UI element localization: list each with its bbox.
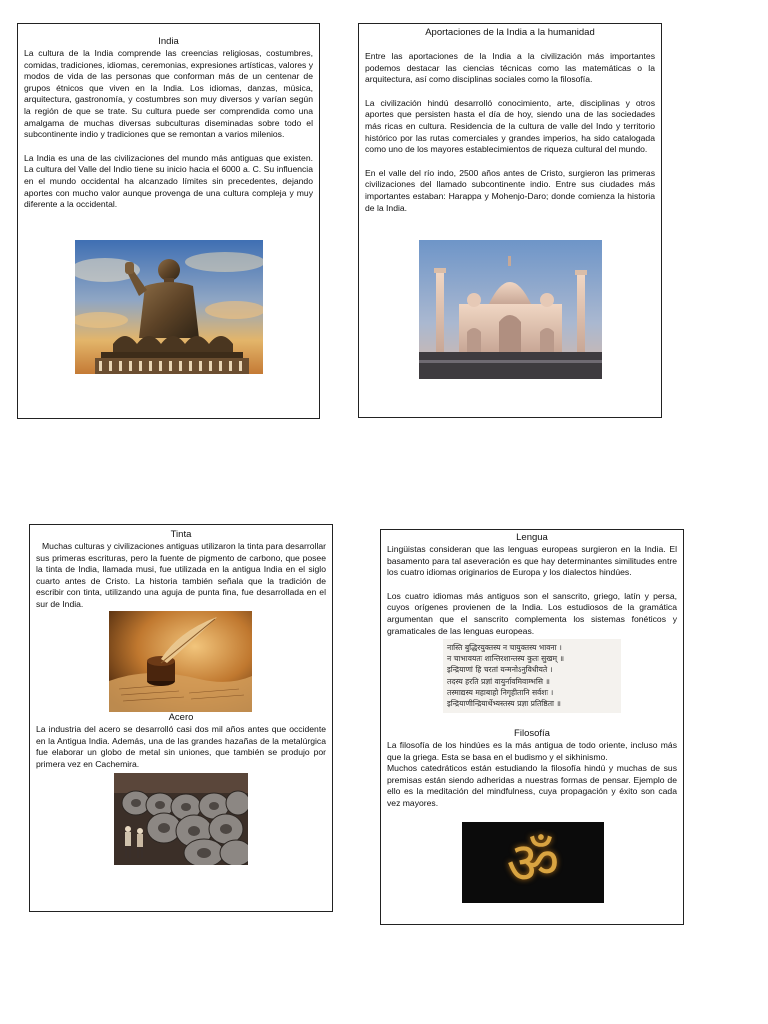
card-tinta-acero	[29, 524, 333, 912]
acero-paragraph-1: La industria del acero se desarrolló casi dos mil años antes que occidente en la Antigua India. Además, una de las grandes hazañas de la metalúrgica fue elaborar un globo de metal sin uniones, que también se produjo por primera vez en Cachemira.	[36, 724, 326, 769]
card-lengua-filosofia	[380, 529, 684, 925]
sanskrit-line: नास्ति बुद्धिरयुक्तस्य न चायुक्तस्य भावना ।	[447, 643, 562, 652]
steel-coils-image	[114, 773, 248, 865]
india-paragraph-1: La cultura de la India comprende las creencias religiosas, costumbres, comidas, tradiciones, idiomas, ceremonias, expresiones artísticas, valores y modos de vida de las personas que conforman más de un centenar de grupos étnicos que viven en la India. Los idiomas, danzas, música, arquitectura, gastronomía, y costumbres son muy diversos y varían según la región de que se trate. Su cultura puede ser comprendida como una amalgama de muchas diversas subculturas diseminadas sobre todo el subcontinente indio y tradiciones que se remontan a varios milenios.	[24, 48, 313, 140]
india-title: India	[158, 36, 179, 47]
card-india	[17, 23, 320, 419]
card-aportaciones	[358, 23, 662, 418]
aportaciones-title: Aportaciones de la India a la humanidad	[425, 27, 595, 38]
sanskrit-line: इन्द्रियाणां हि चरतां यन्मनोऽनुविधीयते ।	[447, 665, 553, 675]
taj-mahal-image	[419, 240, 602, 379]
sanskrit-line: तस्माद्यस्य महाबाहो निगृहीतानि सर्वशः ।	[447, 687, 554, 697]
tinta-paragraph-1: Muchas culturas y civilizaciones antiguas utilizaron la tinta para desarrollar sus primeras escrituras, pero la fuente de pigmento de carbono, que posee la tinta de India, llamada musi, fue utilizada en la antigua India en el siglo cuarto antes de Cristo. La historia también señala que la tradición de escribir con tinta, utilizando una aguja de punta fina, fue desarrollada en el sur de India.	[36, 541, 326, 609]
aportaciones-paragraph-1: Entre las aportaciones de la India a la civilización más importantes podemos destacar las ciencias técnicas como las matemáticas o la arquitectura, así como disciplinas sociales como la filosofía.	[365, 51, 655, 85]
sanskrit-text-image	[443, 639, 621, 713]
lengua-paragraph-1: Lingüistas consideran que las lenguas europeas surgieron en la India. El basamento para tal aseveración es que hay determinantes similitudes entre los cuatro idiomas originarios de Europa y los dialectos hindúes.	[387, 544, 677, 578]
om-symbol-image	[462, 822, 604, 903]
filosofia-paragraph-2: Muchos catedráticos están estudiando la filosofía hindú y muchas de sus premisas están siendo adheridas a nuestras formas de pensar. Ejemplo de ello es la meditación del mindfulness, cuya propagación y éxito son cada vez mayores.	[387, 763, 677, 808]
tinta-title: Tinta	[170, 529, 192, 540]
filosofia-paragraph-1: La filosofía de los hindúes es la más antigua de todo oriente, incluso más que la griega. Esta se basa en el budismo y el sikhinismo.	[387, 740, 677, 762]
om-icon: ॐ	[506, 828, 560, 897]
sanskrit-line: तदस्य हरति प्रज्ञां वायुर्नावमिवाम्भसि ॥	[447, 676, 550, 686]
aportaciones-paragraph-3: En el valle del río indo, 2500 años antes de Cristo, surgieron las primeras civilizaciones del llamado subcontinente indio. Entre sus ciudades más importantes estaban: Harappa y Mohenjo-Daro; donde comienza la historia de la India.	[365, 167, 655, 213]
sanskrit-line: न चाभावयतः शान्तिरशान्तस्य कुतः सुखम् ॥	[447, 654, 565, 664]
buddha-statue-image	[75, 240, 263, 374]
acero-title: Acero	[168, 712, 194, 723]
filosofia-title: Filosofía	[514, 728, 550, 739]
lengua-title: Lengua	[516, 532, 548, 543]
ink-quill-image	[109, 611, 252, 712]
sanskrit-line: इन्द्रियाणीन्द्रियार्थेभ्यस्तस्य प्रज्ञा प्रतिष्ठिता ॥	[447, 699, 561, 709]
india-paragraph-2: La India es una de las civilizaciones del mundo más antiguas que existen. La cultura del Valle del Indio tiene su inicio hacia el 6000 a. C. Su influencia en el mundo occidental ha alcanzado límites sin precedentes, dejando aportes con mucho valor aunque provenga de una cultura compleja y muy diferente a la occidental.	[24, 152, 313, 210]
lengua-paragraph-2: Los cuatro idiomas más antiguos son el sanscrito, griego, latín y persa, cuyos orígenes provienen de la India. Los estudiosos de la gramática argumentan que el sanscrito complementa los sistemas fonéticos y gramaticales de las lenguas europeas.	[387, 590, 677, 636]
aportaciones-paragraph-2: La civilización hindú desarrolló conocimiento, arte, disciplinas y otros aportes que persisten hasta el día de hoy, siendo una de las sociedades más ricas en cultura. Residencia de la cultura de valle del Indo y territorio histórico por las rutas comerciales y grandes imperios, ha sido catalogada como uno de los mayores establecimientos de riqueza cultural del mundo.	[365, 97, 655, 155]
